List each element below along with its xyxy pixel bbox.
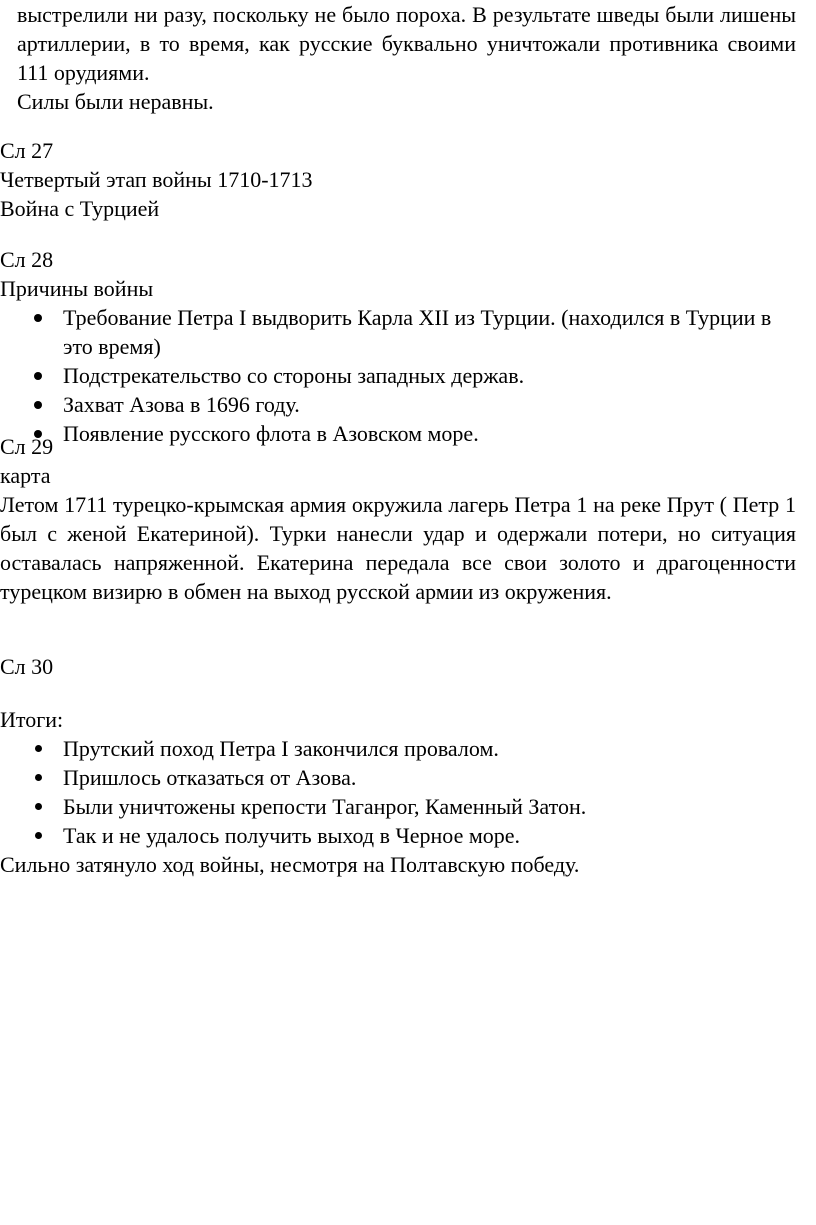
bullet-icon [35, 803, 42, 810]
slide-29-section [0, 432, 816, 606]
bullet-icon [35, 745, 42, 752]
slide-29-label: Сл 29 [0, 434, 54, 459]
list-item: Пришлось отказаться от Азова. [0, 763, 816, 792]
intro-paragraph: выстрелили ни разу, поскольку не было пороха. В результате шведы были лишены артиллерии, в то время, как русские буквально уничтожали противника своими 111 орудиями. [17, 2, 796, 85]
slide-29-caption: карта [0, 463, 51, 488]
list-item: Были уничтожены крепости Таганрог, Каменный Затон. [0, 792, 816, 821]
intro-section [0, 0, 816, 116]
slide-27-title: Четвертый этап войны 1710-1713 [0, 167, 313, 192]
slide-28-label: Сл 28 [0, 247, 54, 272]
results-list [0, 734, 816, 850]
list-item: Так и не удалось получить выход в Черное море. [0, 821, 816, 850]
bullet-icon [34, 401, 42, 409]
intro-conclusion: Силы были неравны. [17, 89, 214, 114]
results-closing: Сильно затянуло ход войны, несмотря на Полтавскую победу. [0, 852, 580, 877]
results-section [0, 705, 816, 879]
slide-27-label: Сл 27 [0, 138, 54, 163]
bullet-icon [34, 314, 42, 322]
list-item: Подстрекательство со стороны западных держав. [0, 361, 816, 390]
list-item: Прутский поход Петра I закончился провалом. [0, 734, 816, 763]
causes-list [0, 303, 816, 448]
bullet-icon [34, 372, 42, 380]
slide-30-section [0, 652, 816, 681]
list-item: Требование Петра I выдворить Карла XII из Турции. (находился в Турции в это время) [0, 303, 816, 361]
slide-27-subtitle: Война с Турцией [0, 196, 160, 221]
list-item: Захват Азова в 1696 году. [0, 390, 816, 419]
list-item: Появление русского флота в Азовском море. [0, 419, 816, 448]
results-heading: Итоги: [0, 707, 64, 732]
slide-28-section [0, 245, 816, 448]
slide-28-heading: Причины войны [0, 276, 154, 301]
bullet-icon [35, 774, 42, 781]
slide-27-section [0, 136, 816, 223]
slide-29-paragraph: Летом 1711 турецко-крымская армия окружила лагерь Петра 1 на реке Прут ( Петр 1 был с женой Екатериной). Турки нанесли удар и одержали потери, но ситуация оставалась напряженной. Екатерина передала все свои золото и драгоценности турецком визирю в обмен на выход русской армии из окружения. [0, 492, 796, 604]
slide-30-label: Сл 30 [0, 654, 54, 679]
bullet-icon [35, 832, 42, 839]
